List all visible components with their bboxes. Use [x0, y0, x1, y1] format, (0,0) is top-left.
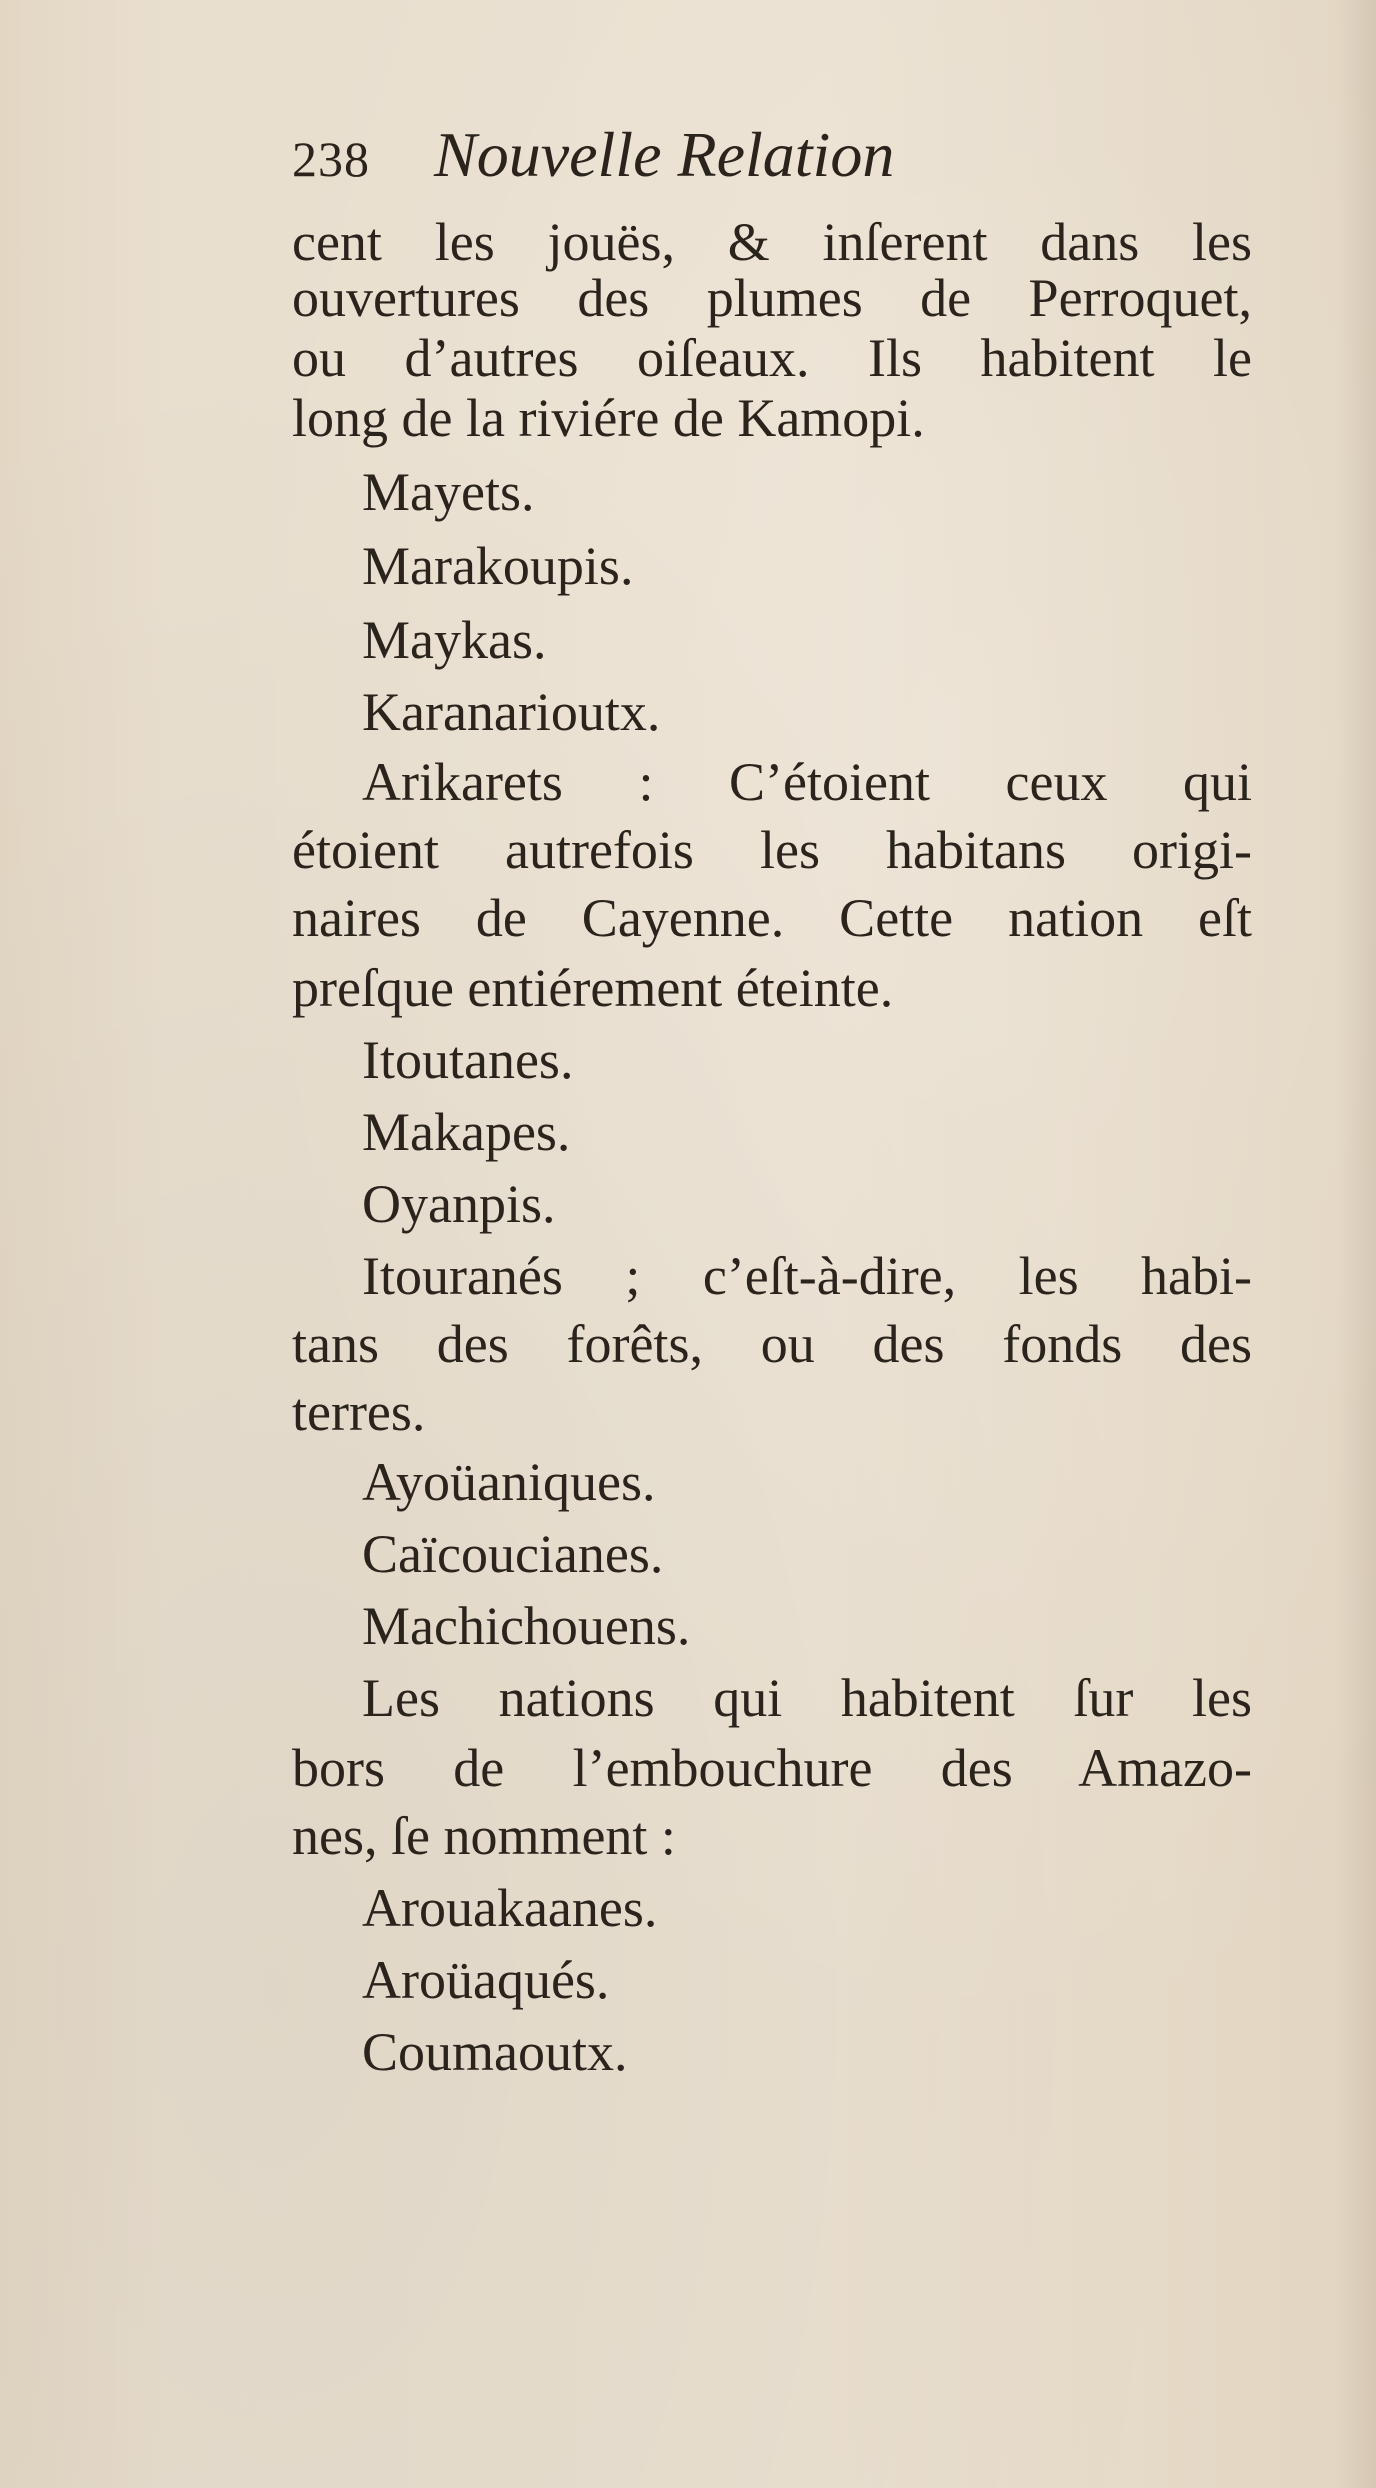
- list-item: Coumaoutx.: [362, 2022, 628, 2082]
- text-line: tans des forêts, ou des fonds des: [292, 1314, 1252, 1374]
- paragraph-start: Itouranés ; c’eſt-à-dire, les habi-: [362, 1246, 1252, 1306]
- text-line: preſque entiérement éteinte.: [292, 958, 894, 1018]
- text-line: ou d’autres oiſeaux. Ils habitent le: [292, 328, 1252, 388]
- text-line: naires de Cayenne. Cette nation eſt: [292, 888, 1252, 948]
- list-item: Karanarioutx.: [362, 682, 661, 742]
- list-item: Itoutanes.: [362, 1030, 574, 1090]
- text-line: terres.: [292, 1382, 426, 1442]
- list-item: Aroüaqués.: [362, 1950, 610, 2010]
- text-line: étoient autrefois les habitans origi-: [292, 820, 1252, 880]
- list-item: Oyanpis.: [362, 1174, 556, 1234]
- text-line: nes, ſe nomment :: [292, 1806, 676, 1866]
- list-item: Marakoupis.: [362, 536, 634, 596]
- list-item: Machichouens.: [362, 1596, 691, 1656]
- list-item: Maykas.: [362, 610, 547, 670]
- list-item: Caïcoucianes.: [362, 1524, 664, 1584]
- list-item: Mayets.: [362, 462, 535, 522]
- text-line: cent les jouës, & inſerent dans les: [292, 212, 1252, 272]
- list-item: Arouakaanes.: [362, 1878, 658, 1938]
- text-line: ouvertures des plumes de Perroquet,: [292, 268, 1252, 328]
- text-line: long de la riviére de Kamopi.: [292, 388, 925, 448]
- text-line: bors de l’embouchure des Amazo-: [292, 1738, 1252, 1798]
- list-item: Makapes.: [362, 1102, 571, 1162]
- running-header: [292, 118, 1092, 202]
- running-title: Nouvelle Relation: [434, 119, 895, 190]
- spine-shadow: [1336, 0, 1376, 2488]
- page-number: 238: [292, 131, 370, 187]
- list-item: Ayoüaniques.: [362, 1452, 656, 1512]
- body-text: [292, 206, 1252, 2082]
- paragraph-start: Les nations qui habitent ſur les: [362, 1668, 1252, 1728]
- paragraph-start: Arikarets : C’étoient ceux qui: [362, 752, 1252, 812]
